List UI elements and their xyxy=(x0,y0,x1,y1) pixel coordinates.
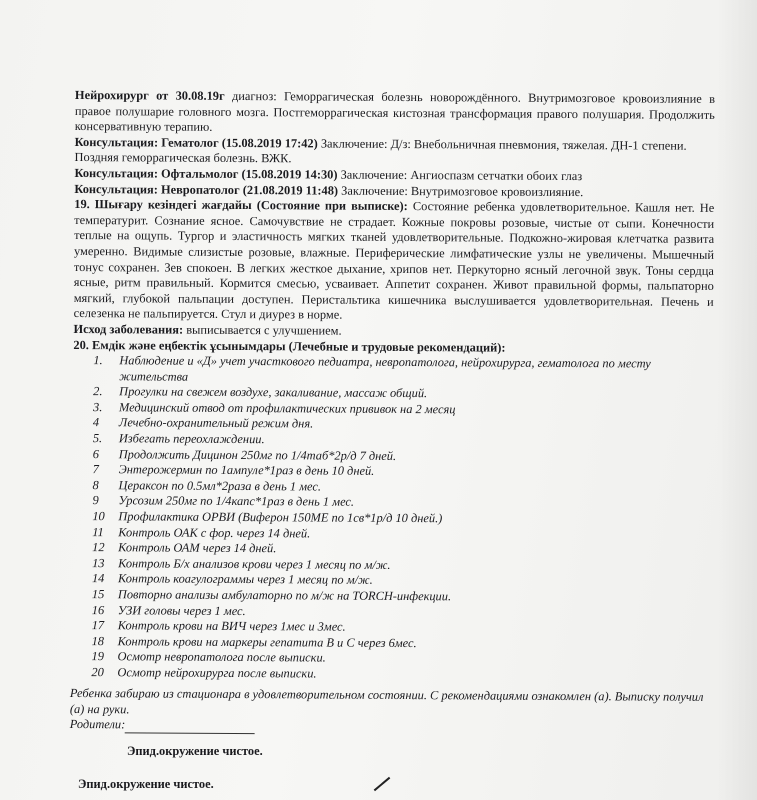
epid-environment-note-repeat: Эпид.окружение чистое. xyxy=(78,777,214,791)
neurosurgeon-heading: Нейрохирург от 30.08.19г xyxy=(74,88,225,103)
recommendation-number: 1. xyxy=(93,353,103,368)
recommendation-text: Продолжить Дицинон 250мг по 1/4таб*2р/д 7 дней. xyxy=(118,446,397,463)
recommendation-number: 10 xyxy=(92,509,105,524)
discharge-state-section xyxy=(74,197,715,326)
recommendations-list xyxy=(71,353,713,684)
recommendation-number: 15 xyxy=(91,587,105,602)
recommendation-text: Контроль крови на ВИЧ через 1мес и 3мес. xyxy=(117,618,346,634)
recommendation-text: Цераксон по 0.5мл*2раза в день 1 мес. xyxy=(118,478,322,494)
recommendation-number: 4 xyxy=(92,415,100,430)
parents-line xyxy=(70,717,710,737)
recommendation-number: 9 xyxy=(92,493,99,508)
outcome-text: выписывается с улучшением. xyxy=(183,322,342,338)
recommendation-text: Контроль Б/х анализов крови через 1 месяц по м/ж. xyxy=(118,556,391,572)
signature-line xyxy=(125,720,255,734)
recommendation-number: 3. xyxy=(93,399,103,415)
recommendation-text: Наблюдение и «Д» учет участкового педиатра, невропатолога, нейрохирурга, гематолога по месту жительства xyxy=(119,353,651,384)
recommendation-text: Урсозим 250мг по 1/4капс*1раз в день 1 мес. xyxy=(118,493,355,510)
recommendation-number: 14 xyxy=(91,571,105,586)
recommendation-number: 17 xyxy=(91,618,105,633)
parents-label: Родители: xyxy=(69,717,126,732)
outcome-heading: Исход заболевания: xyxy=(73,321,184,337)
recommendation-number: 5. xyxy=(92,431,103,446)
recommendation-text: Энтерожермин по 1ампуле*1раз в день 10 дней. xyxy=(118,462,375,479)
recommendation-text: Прогулки на свежем воздухе, закаливание, массаж общий. xyxy=(119,384,428,401)
recommendation-text: Контроль коагулограммы через 1 месяц по м/ж. xyxy=(117,571,373,588)
recommendation-number: 8 xyxy=(92,477,99,492)
recommendation-item xyxy=(93,353,713,388)
consult-heading: Консультация: Гематолог (15.08.2019 17:42) xyxy=(74,134,318,151)
recommendation-text: Контроль ОАК с фор. через 14 дней. xyxy=(118,524,311,541)
consult-text: Заключение: Ангиоспазм сетчатки обоих глаз xyxy=(337,167,583,184)
recommendation-text: УЗИ головы через 1 мес. xyxy=(117,602,246,618)
recommendation-number: 12 xyxy=(92,540,105,555)
recommendation-text: Медицинский отвод от профилактических прививок на 2 месяц xyxy=(119,400,456,417)
parent-statement: Ребенка забираю из стационара в удовлетворительном состоянии. С рекомендациями ознакомлен (а). Выписку получил (а) на руки. xyxy=(69,686,704,716)
discharge-state-heading: 19. Шығару кезіндегі жағдайы (Состояние при выписке): xyxy=(74,197,408,214)
document-body xyxy=(71,88,715,684)
consult-heading: Консультация: Невропатолог (21.08.2019 11:48) xyxy=(74,181,339,198)
neurosurgeon-section xyxy=(75,88,715,139)
recommendation-number: 13 xyxy=(92,555,105,571)
recommendation-text: Осмотр нейрохирурга после выписки. xyxy=(117,665,317,681)
epid-environment-note: Эпид.окружение чистое. xyxy=(127,744,263,758)
recommendation-text: Контроль ОАМ через 14 дней. xyxy=(118,540,277,556)
recommendation-text: Повторно анализы амбулаторно по м/ж на TORCH-инфекции. xyxy=(117,587,452,604)
recommendations-heading: 20. Емдік және еңбектік ұсынымдары (Лечебные и трудовые рекомендаций): xyxy=(73,337,506,355)
consult-hematologist xyxy=(75,135,715,170)
recommendation-text: Лечебно-охранительный режим дня. xyxy=(118,415,314,431)
recommendation-number: 16 xyxy=(91,602,105,617)
recommendation-text: Осмотр невропатолога после выписки. xyxy=(117,649,326,665)
consult-text: Заключение: Внутримозговое кровоизлияние. xyxy=(338,183,584,199)
recommendation-item xyxy=(91,665,711,684)
recommendation-number: 20 xyxy=(91,665,104,680)
discharge-state-text: Состояние ребенка удовлетворительное. Кашля нет. Не температурит. Сознание ясное. Самочувствие не страдает. Кожные покровы розовые, чистые от сыпи. Конечности теплые на ощупь. Тургор и эластичность мягких тканей удовлетворительные. Подкожно-жировая клетчатка развита умеренно. Видимые слизистые розовые, влажные. Периферические лимфатические узлы не увеличены. Мышечный тонус сохранен. Зев спокоен. В легких жесткое дыхание, хрипов нет. Перкуторно ясный легочной звук. Тоны сердца ясные, ритм правильный. Кормится смесью, усваивает. Аппетит сохранен. Живот правильной формы, пальпаторно мягкий, глубокой пальпации доступен. Перистальтика кишечника выслушивается удовлетворительная. Печень и селезенка не пальпируется. Стул и диурез в норме. xyxy=(73,199,715,322)
recommendation-text: Профилактика ОРВИ (Виферон 150МЕ по 1св*1р/д 10 дней.) xyxy=(118,509,443,526)
recommendation-number: 11 xyxy=(92,524,104,539)
recommendation-number: 6 xyxy=(92,446,100,461)
page-edge-shadow xyxy=(717,0,757,800)
recommendation-number: 19 xyxy=(91,649,104,664)
recommendation-number: 2. xyxy=(93,384,103,399)
recommendation-number: 18 xyxy=(91,633,105,648)
recommendation-text: Избегать переохлаждении. xyxy=(118,431,265,447)
pen-stroke-mark xyxy=(374,777,391,791)
consult-text: Заключение: Д/з: Внебольничная пневмония, тяжелая. ДН-1 степени. Поздняя геморрагическая болезнь. ВЖК. xyxy=(74,136,687,166)
neurosurgeon-text: диагноз: Геморрагическая болезнь новорождённого. Внутримозговое кровоизлияние в правое полушарие головного мозга. Постгеморрагическая кистозная трансформация правого полушария. Продолжить консервативную терапию. xyxy=(74,88,715,135)
recommendation-number: 7 xyxy=(92,462,99,477)
recommendation-text: Контроль крови на маркеры гепатита В и С через 6мес. xyxy=(117,634,417,650)
consult-heading: Консультация: Офтальмолог (15.08.2019 14:30) xyxy=(74,165,338,182)
signature-block xyxy=(70,686,710,737)
